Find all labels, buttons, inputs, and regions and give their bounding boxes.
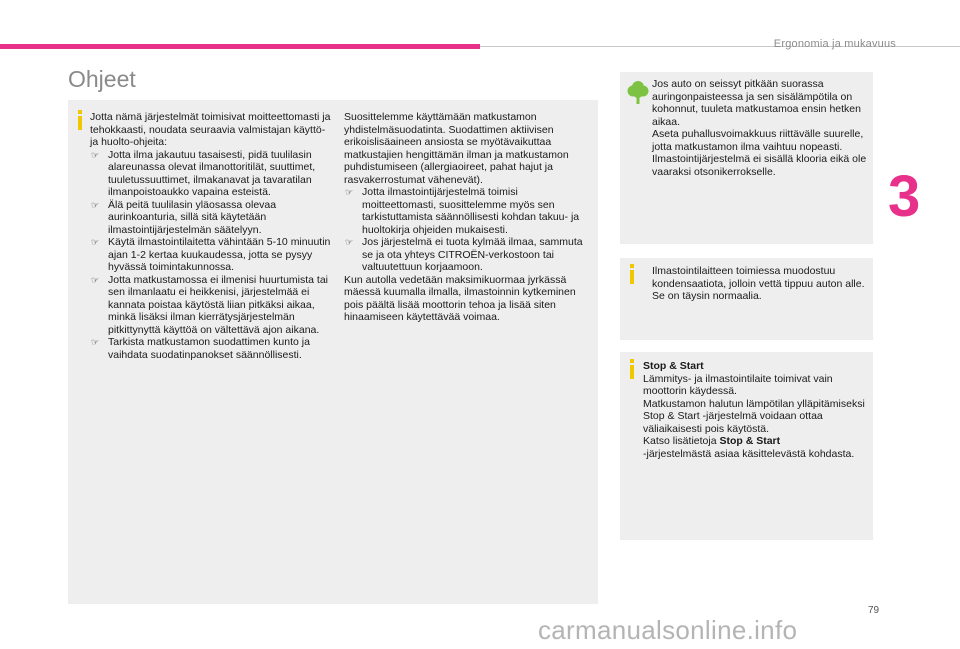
header-accent-bar [0, 44, 480, 49]
condensation-p: Ilmastointilaitteen toimiessa muodostuu kondensaatiota, jolloin vettä tippuu auton alle. Se on täysin normaalia. [652, 265, 865, 302]
list-item: ☞ Älä peitä tuulilasin yläosassa olevaa aurinkoanturia, sillä sitä käytetään ilmastointijärjestelmän säätelyyn. [91, 198, 277, 236]
list-item: ☞ Tarkista matkustamon suodattimen kunto ja vaihdata suodatinpanokset säännöllisesti. [91, 336, 310, 361]
instruction-list [90, 149, 336, 362]
pointing-finger-icon: ☞ [91, 149, 100, 160]
instruction-list [344, 186, 592, 274]
pointing-finger-icon: ☞ [345, 237, 354, 247]
intro-paragraph: Jotta nämä järjestelmät toimisivat moitteettomasti ja tehokkaasti, noudata seuraavia valmistajan käyttö- ja huolto-ohjeita: [90, 111, 331, 148]
pointing-finger-icon: ☞ [345, 187, 354, 197]
pointing-finger-icon: ☞ [91, 337, 100, 347]
eco-tip-p2: Aseta puhallusvoimakkuus riittävälle suurelle, jotta matkustamon ilma vaihtuu nopeasti. [652, 128, 864, 153]
list-item: ☞ Jos järjestelmä ei tuota kylmää ilmaa, sammuta se ja ota yhteys CITROËN-verkostoon tai valtuutettuun korjaamoon. [345, 236, 583, 273]
pointing-finger-icon: ☞ [91, 199, 100, 210]
eco-tip-p1: Jos auto on seissyt pitkään suorassa auringonpaisteessa ja sen sisälämpötila on kohonnut, tuuleta matkustamoa ensin hetken aikaa. [652, 78, 861, 128]
stop-start-p1: Lämmitys- ja ilmastointilaite toimivat vain moottorin käydessä. [643, 372, 833, 397]
stop-start-p2: Matkustamon halutun lämpötilan ylläpitämiseksi Stop & Start -järjestelmä voidaan ottaa väliaikaisesti pois käytöstä. [643, 397, 865, 435]
eco-tip-p3: Ilmastointijärjestelmä ei sisällä klooria eikä ole vaaraksi otsonikerrokselle. [652, 153, 867, 178]
eco-tip-text [652, 78, 870, 178]
page-title: Ohjeet [68, 66, 136, 92]
list-item: ☞ Jotta ilma jakautuu tasaisesti, pidä tuulilasin alareunassa olevat ilmanottoritilät, suuttimet, tuuletussuuttimet, ilmakanavat ja tavaratilan ilmanpoistoaukko vapaina esteistä. [91, 148, 316, 198]
stop-start-p3: Katso lisätietoja Stop & Start -järjestelmästä asiaa käsittelevästä kohdasta. [643, 435, 855, 460]
chapter-number: 3 [888, 164, 921, 229]
main-column-left [90, 111, 336, 361]
list-item: ☞ Jotta ilmastointijärjestelmä toimisi moitteettomasti, suosittelemme myös sen tarkistuttamista säännöllisesti kohdan takuu- ja huoltokirja ohjeiden mukaisesti. [345, 186, 580, 236]
filter-paragraph: Suosittelemme käyttämään matkustamon yhdistelmäsuodatinta. Suodattimen aktiivisen erikoislisäaineen ansiosta se myötävaikuttaa matkustajien hengittämän ilman ja matkustamon puhdistumiseen (allergiaoireet, pahat hajut ja rasvakerrostumat vähenevät). [344, 111, 569, 186]
list-item: ☞ Jotta matkustamossa ei ilmenisi huurtumista tai sen ilmanlaatu ei heikkenisi, järjestelmää ei kannata poistaa käytöstä liian pitkäksi aikaa, minkä lisäksi ilman kierrätysjärjestelmän pitkittynyttä käyttöä on vältettävä ajon aikana. [91, 273, 329, 336]
page-number: 79 [868, 605, 880, 616]
condensation-text [652, 265, 870, 303]
stop-start-heading: Stop & Start [643, 360, 704, 372]
stop-start-text [643, 360, 869, 460]
watermark: carmanualsonline.info [538, 615, 798, 645]
info-icon [630, 270, 634, 284]
section-title: Ergonomia ja mukavuus [773, 38, 896, 50]
info-icon [630, 365, 634, 379]
main-column-right [344, 111, 592, 324]
pointing-finger-icon: ☞ [91, 237, 100, 247]
info-icon [78, 116, 82, 130]
towing-paragraph: Kun autolla vedetään maksimikuormaa jyrkässä mäessä kuumalla ilmalla, ilmastoinnin kytkeminen pois päältä lisää moottorin tehoa ja lisää siten hinaamiseen käytettävää voimaa. [344, 273, 576, 323]
tree-icon [627, 80, 649, 104]
list-item: ☞ Käytä ilmastointilaitetta vähintään 5-10 minuutin ajan 1-2 kertaa kuukaudessa, jotta se pysyy hyvässä toimintakunnossa. [91, 236, 331, 273]
pointing-finger-icon: ☞ [91, 274, 100, 285]
